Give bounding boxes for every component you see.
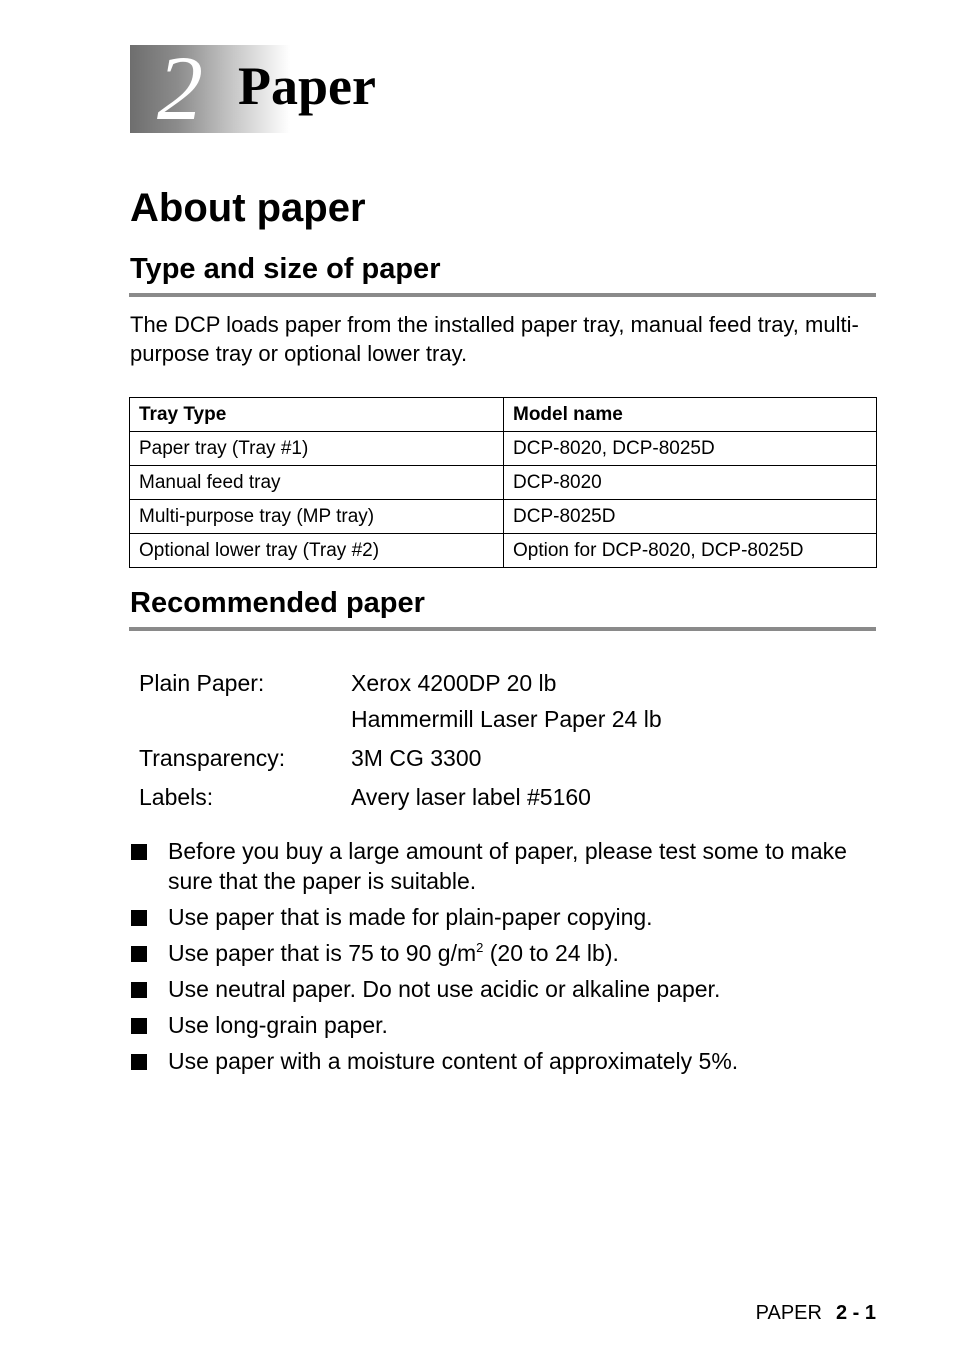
table-row (130, 432, 877, 466)
square-bullet-icon (131, 1054, 147, 1070)
square-bullet-icon (131, 910, 147, 926)
footer-section: PAPER (755, 1302, 822, 1324)
recommended-heading: Recommended paper (130, 587, 425, 619)
recommended-label: Plain Paper: (139, 670, 265, 696)
page-number: 2 - 1 (835, 1302, 876, 1324)
table-cell: Optional lower tray (Tray #2) (130, 534, 504, 568)
list-item-text: Use neutral paper. Do not use acidic or alkaline paper. (168, 976, 721, 1002)
table-cell: Multi-purpose tray (MP tray) (130, 500, 504, 534)
list-item (130, 1046, 860, 1076)
table-cell: Paper tray (Tray #1) (130, 432, 504, 466)
type-size-intro: The DCP loads paper from the installed paper tray, manual feed tray, multi-purpose tray or optional lower tray. (130, 312, 859, 366)
list-item (130, 974, 860, 1004)
type-size-heading: Type and size of paper (130, 253, 441, 285)
table-cell: Option for DCP-8020, DCP-8025D (504, 534, 877, 568)
list-item-text: Use paper that is made for plain-paper copying. (168, 904, 653, 930)
table-cell: DCP-8020 (504, 466, 877, 500)
table-header-cell: Model name (504, 398, 877, 432)
square-bullet-icon (131, 1018, 147, 1034)
table-cell: Manual feed tray (130, 466, 504, 500)
table-cell: DCP-8020, DCP-8025D (504, 432, 877, 466)
table-row (130, 500, 877, 534)
table-header-row (130, 398, 877, 432)
table-header-cell: Tray Type (130, 398, 504, 432)
square-bullet-icon (131, 844, 147, 860)
recommended-label: Labels: (139, 784, 214, 810)
tray-table (129, 397, 877, 568)
list-item-text: Use paper with a moisture content of approximately 5%. (168, 1048, 739, 1074)
chapter-title: Paper (238, 56, 376, 116)
recommended-value: Xerox 4200DP 20 lb (351, 670, 557, 696)
table-row (130, 466, 877, 500)
list-item-text: Use long-grain paper. (168, 1012, 388, 1038)
recommended-value: Avery laser label #5160 (351, 784, 591, 810)
weight-text-end: (20 to 24 lb). (483, 940, 619, 966)
guideline-list (130, 836, 860, 1082)
chapter-number: 2 (157, 37, 203, 139)
list-item (130, 1010, 860, 1040)
weight-text: Use paper that is 75 to 90 g/m (168, 940, 477, 966)
list-item-text: Before you buy a large amount of paper, please test some to make sure that the paper is suitable. (168, 838, 847, 894)
list-item (130, 902, 860, 932)
list-item (130, 938, 860, 968)
type-size-rule (129, 293, 876, 297)
recommended-value: Hammermill Laser Paper 24 lb (351, 706, 662, 732)
square-bullet-icon (131, 946, 147, 962)
square-bullet-icon (131, 982, 147, 998)
list-item-text (168, 940, 619, 966)
recommended-label: Transparency: (139, 745, 286, 771)
page-footer (756, 1300, 876, 1326)
table-row (130, 534, 877, 568)
list-item (130, 836, 860, 896)
table-cell: DCP-8025D (504, 500, 877, 534)
section-title: About paper (130, 186, 366, 230)
recommended-value: 3M CG 3300 (351, 745, 482, 771)
superscript: 2 (476, 940, 484, 955)
recommended-rule (129, 627, 876, 631)
